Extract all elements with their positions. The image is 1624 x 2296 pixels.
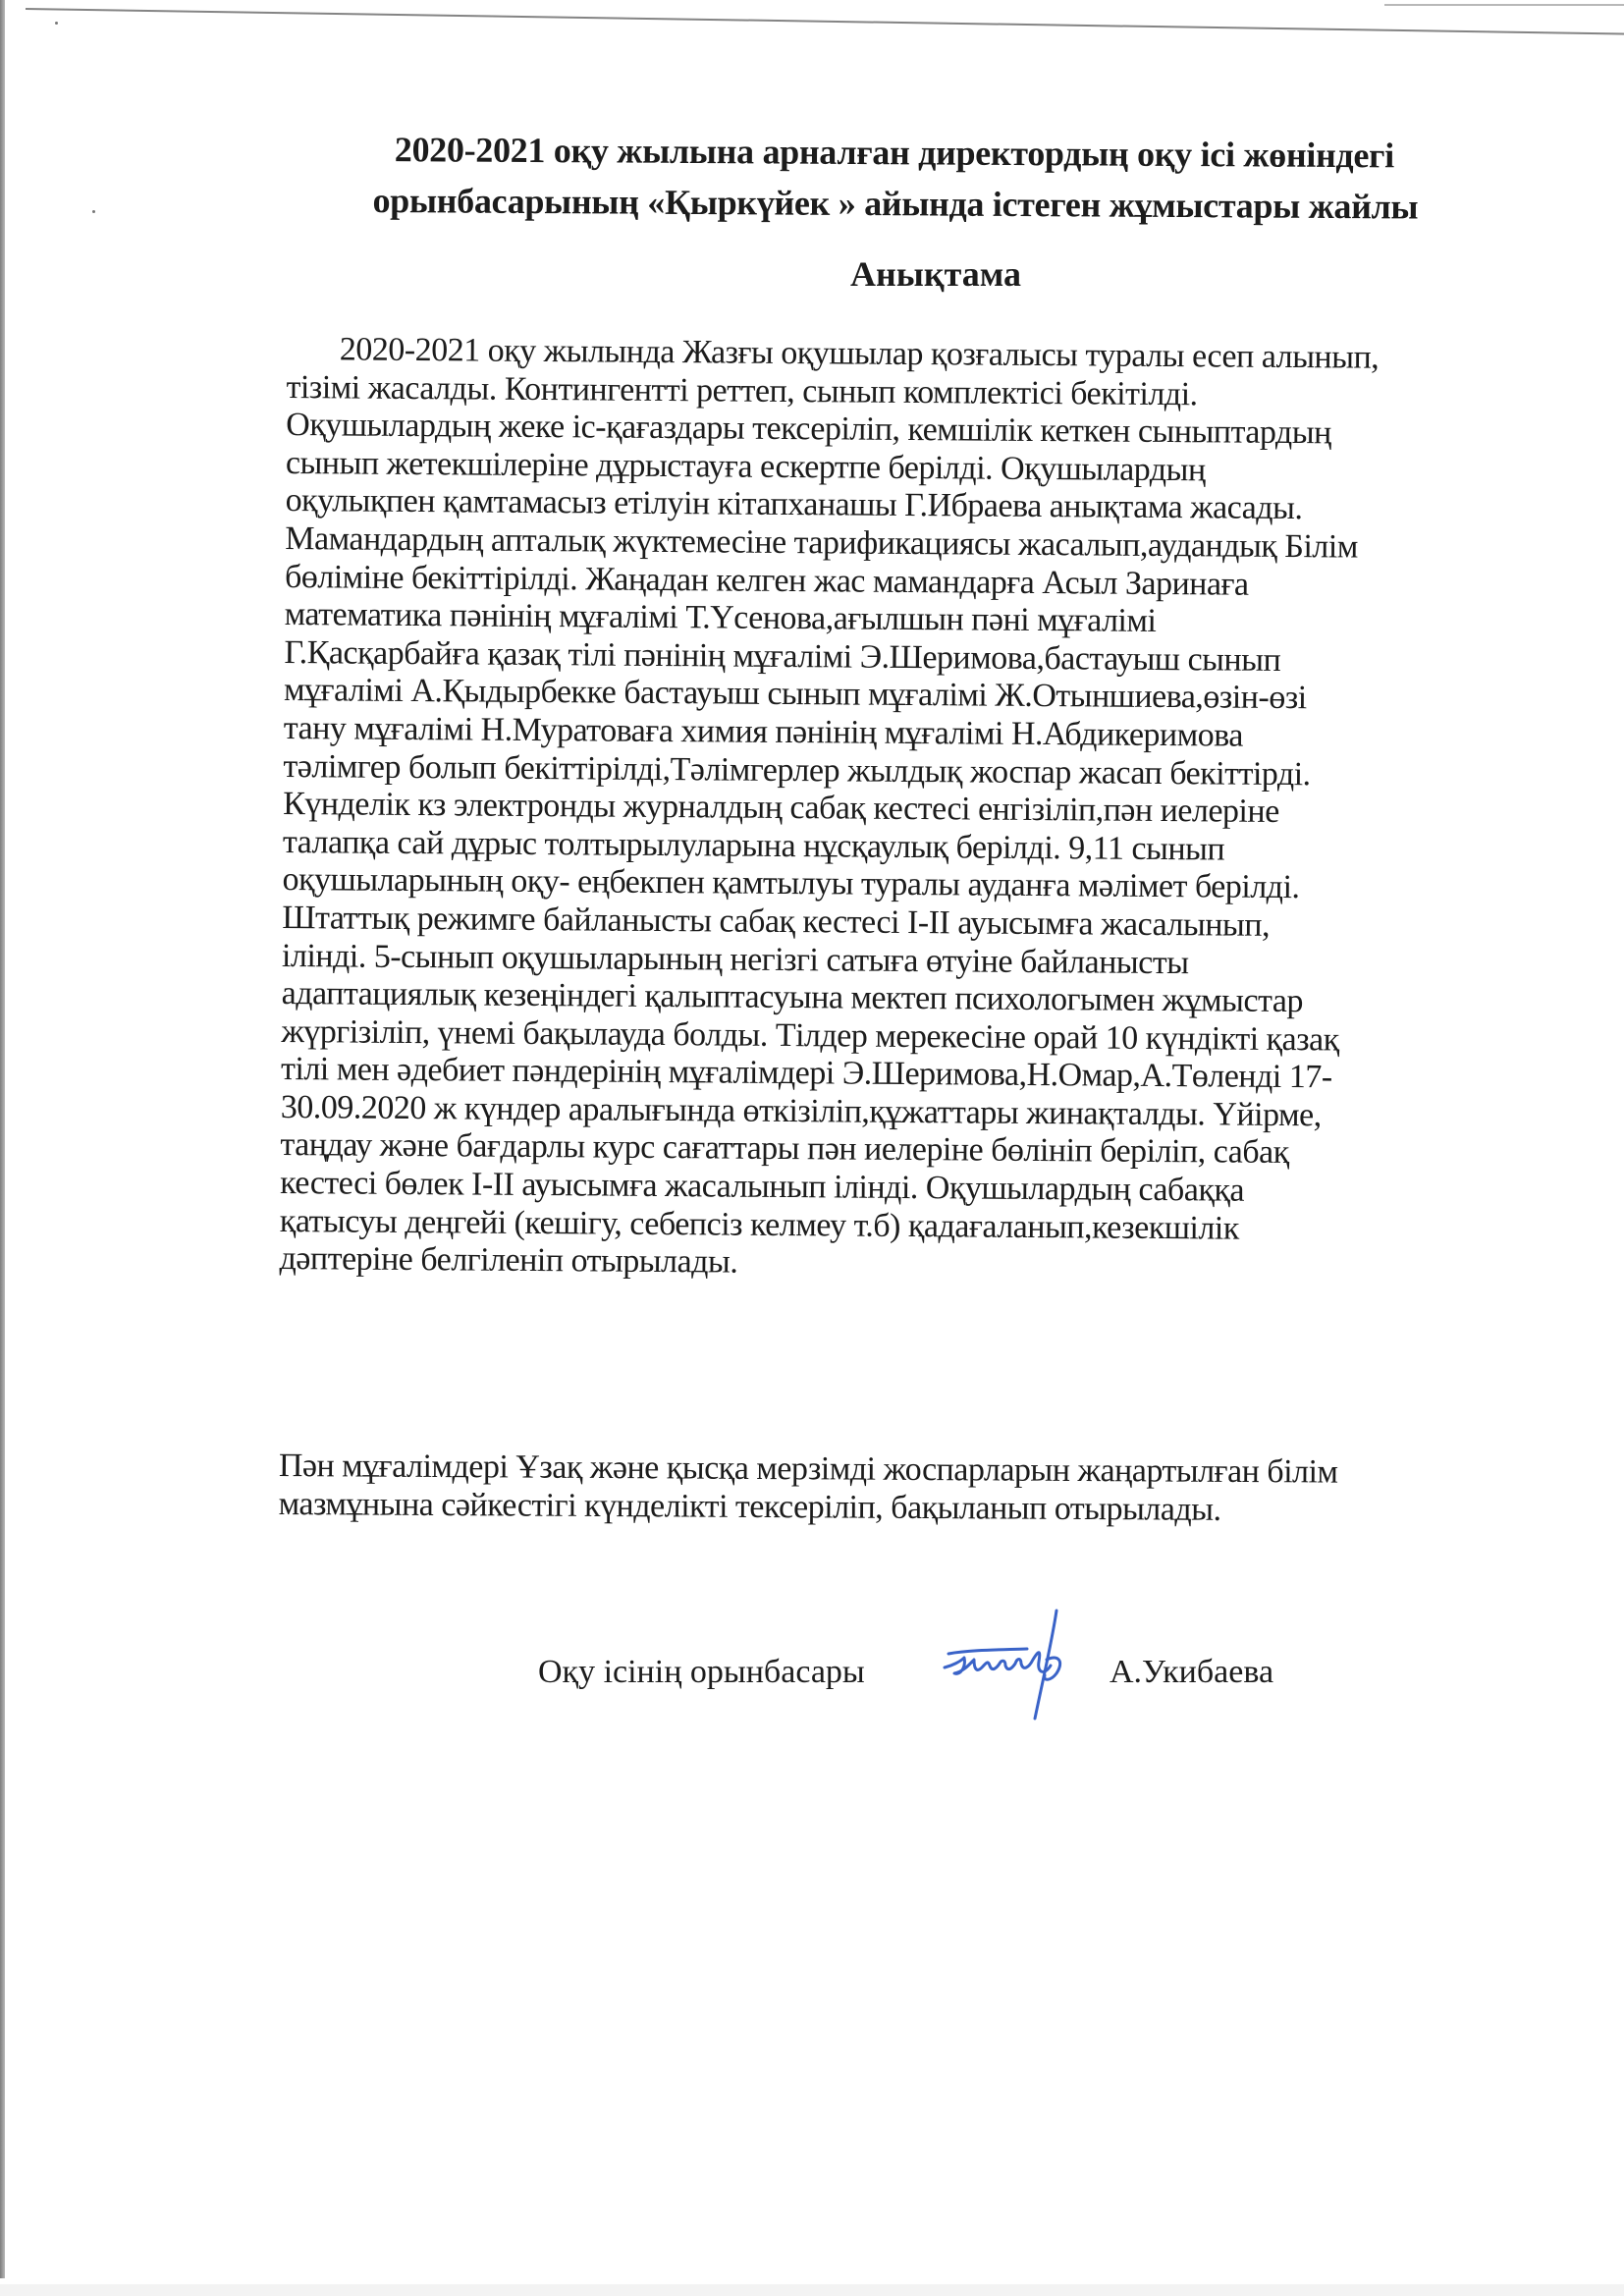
body-line: дәптеріне белгіленіп отырылады. [279,1240,738,1281]
body-line: тілі мен әдебиет пәндерінің мұғалімдері Э.Шеримова,Н.Омар,А.Төленді 17- [280,1051,1332,1096]
closing-line: Пән мұғалімдері Ұзақ және қысқа мерзімді жоспарларын жаңартылған білім [278,1448,1338,1491]
scan-top-line-right [1384,4,1624,6]
scan-left-edge [0,0,5,2278]
body-line: қатысуы деңгейі (кешігу, себепсіз келмеу т.б) қадағаланып,кезекшілік [279,1202,1240,1247]
document-body [279,331,1602,1288]
body-line: тізімі жасалды. Контингентті реттеп, сынып комплектісі бекітілді. [286,368,1198,412]
body-line: 2020-2021 оқу жылында Жазғы оқушылар қозғалысы туралы есеп алынып, [339,331,1380,376]
body-line: адаптациялық кезеңіндегі қалыптасуына мектеп психологымен жұмыстар [281,975,1304,1020]
body-line: 30.09.2020 ж күндер аралығында өткізіліп,құжаттары жинақталды. Үйірме, [280,1088,1322,1134]
body-line: талапқа сай дұрыс толтырылуларына нұсқаулық берілді. 9,11 сынып [282,823,1225,868]
body-line: тану мұғалімі Н.Муратоваға химия пәнінің мұғалімі Н.Абдикеримова [283,709,1244,754]
title-line: орынбасарының «Қыркүйек » айында істеген жұмыстары жайлы [372,180,1419,227]
closing-line: мазмұнына сәйкестігі күнделікті тексеріліп, бақыланып отырылады. [278,1485,1221,1528]
scan-speck [92,210,95,213]
body-line: жүргізіліп, үнемі бақылауда болды. Тілдер мерекесіне орай 10 күндікті қазақ [281,1012,1339,1059]
body-line: Г.Қасқарбайға қазақ тілі пәнінің мұғалімі Э.Шеримова,бастауыш сынып [284,633,1281,679]
title-line: 2020-2021 оқу жылына арналған директордың оқу ісі жөніндегі [394,130,1394,176]
scan-top-line [26,8,1624,35]
body-line: кестесі бөлек І-ІІ ауысымға жасалынып ілінді. Оқушылардың сабаққа [280,1165,1245,1209]
document-title [372,124,1600,234]
body-line: ілінді. 5-сынып оқушыларының негізгі сатыға өтуіне байланысты [281,937,1189,981]
document-subtitle: Анықтама [850,254,1021,294]
handwritten-signature-icon [931,1603,1088,1730]
signatory-name: А.Укибаева [1110,1654,1274,1690]
body-line: Оқушылардың жеке іс-қағаздары тексеріліп, кемшілік кеткен сыныптардың [286,407,1331,452]
signatory-role: Оқу ісінің орынбасары [538,1654,865,1690]
body-line: оқулықпен қамтамасыз етілуін кітапханашы Г.Ибраева анықтама жасады. [285,482,1303,527]
document-closing [279,1448,1595,1531]
body-line: тәлімгер болып бекіттірілді,Тәлімгерлер жылдық жоспар жасап бекіттірді. [283,747,1311,793]
body-line: оқушыларының оқу- еңбекпен қамтылуы туралы ауданға мәлімет берілді. [282,861,1300,906]
body-line: Мамандардың апталық жүктемесіне тарификациясы жасалып,аудандық Білім [285,519,1358,566]
body-line: мұғалімі А.Қыдырбекке бастауыш сынып мұғалімі Ж.Отыншиева,өзін-өзі [283,672,1307,717]
signature-block [538,1632,1422,1730]
body-line: таңдау және бағдарлы курс сағаттары пән иелеріне бөлініп беріліп, сабақ [280,1126,1289,1172]
body-line: Штаттық режимге байланысты сабақ кестесі І-ІІ ауысымға жасалынып, [282,899,1271,944]
body-line: математика пәнінің мұғалімі Т.Үсенова,ағылшын пәні мұғалімі [284,596,1157,640]
body-line: Күнделік кз электронды журналдың сабақ кестесі енгізіліп,пән иелеріне [283,786,1279,831]
scan-bottom-band [0,2284,1624,2296]
body-line: сынып жетекшілеріне дұрыстауға ескертпе берілді. Оқушылардың [285,444,1206,489]
scan-speck [55,22,58,25]
body-line: бөліміне бекіттірілді. Жаңадан келген жас мамандарға Асыл Заринаға [284,558,1249,603]
